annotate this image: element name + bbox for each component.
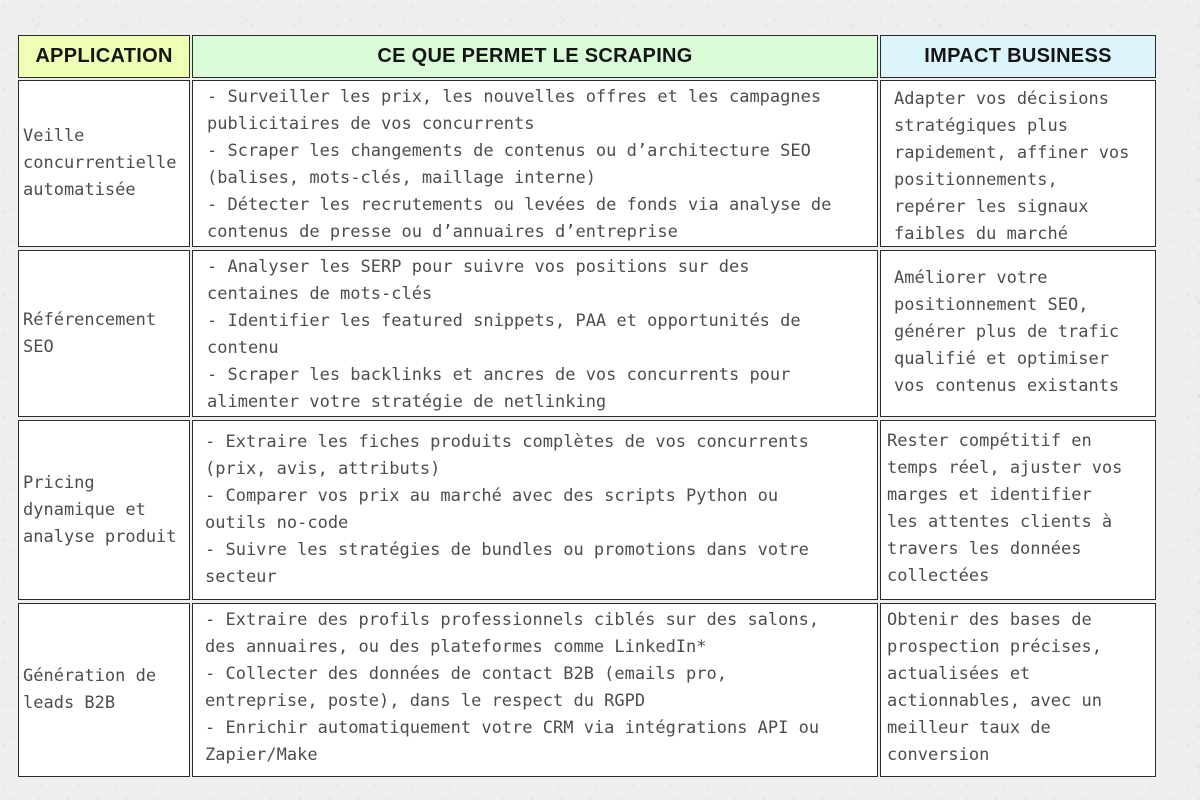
table-row-impact: Obtenir des bases de prospection précises, actualisées et actionnables, avec un meilleur taux de conversion [880, 603, 1156, 777]
header-application: APPLICATION [18, 35, 190, 78]
table-row-scraping: - Extraire les fiches produits complètes de vos concurrents (prix, avis, attributs) - Comparer vos prix au marché avec des scripts Python ou outils no-code - Suivre les stratégies de bundles ou promotions dans votre secteur [192, 420, 878, 600]
table-row-application: Pricing dynamique et analyse produit [18, 420, 190, 600]
table-row-scraping: - Surveiller les prix, les nouvelles offres et les campagnes publicitaires de vos concurrents - Scraper les changements de contenus ou d’architecture SEO (balises, mots-clés, maillage interne) - Détecter les recrutements ou levées de fonds via analyse de contenus de presse ou d’annuaires d’entreprise [192, 80, 878, 247]
table-row-impact: Adapter vos décisions stratégiques plus rapidement, affiner vos positionnements, repérer les signaux faibles du marché [880, 80, 1156, 247]
table-row-scraping: - Analyser les SERP pour suivre vos positions sur des centaines de mots-clés - Identifier les featured snippets, PAA et opportunités de contenu - Scraper les backlinks et ancres de vos concurrents pour alimenter votre stratégie de netlinking [192, 250, 878, 417]
table-row-application: Veille concurrentielle automatisée [18, 80, 190, 247]
table-row-scraping: - Extraire des profils professionnels ciblés sur des salons, des annuaires, ou des plateformes comme LinkedIn* - Collecter des données de contact B2B (emails pro, entreprise, poste), dans le respect du RGPD - Enrichir automatiquement votre CRM via intégrations API ou Zapier/Make [192, 603, 878, 777]
header-impact: IMPACT BUSINESS [880, 35, 1156, 78]
table-row-application: Référencement SEO [18, 250, 190, 417]
table-row-impact: Améliorer votre positionnement SEO, générer plus de trafic qualifié et optimiser vos contenus existants [880, 250, 1156, 417]
table-row-application: Génération de leads B2B [18, 603, 190, 777]
table-row-impact: Rester compétitif en temps réel, ajuster vos marges et identifier les attentes clients à travers les données collectées [880, 420, 1156, 600]
header-scraping: CE QUE PERMET LE SCRAPING [192, 35, 878, 78]
